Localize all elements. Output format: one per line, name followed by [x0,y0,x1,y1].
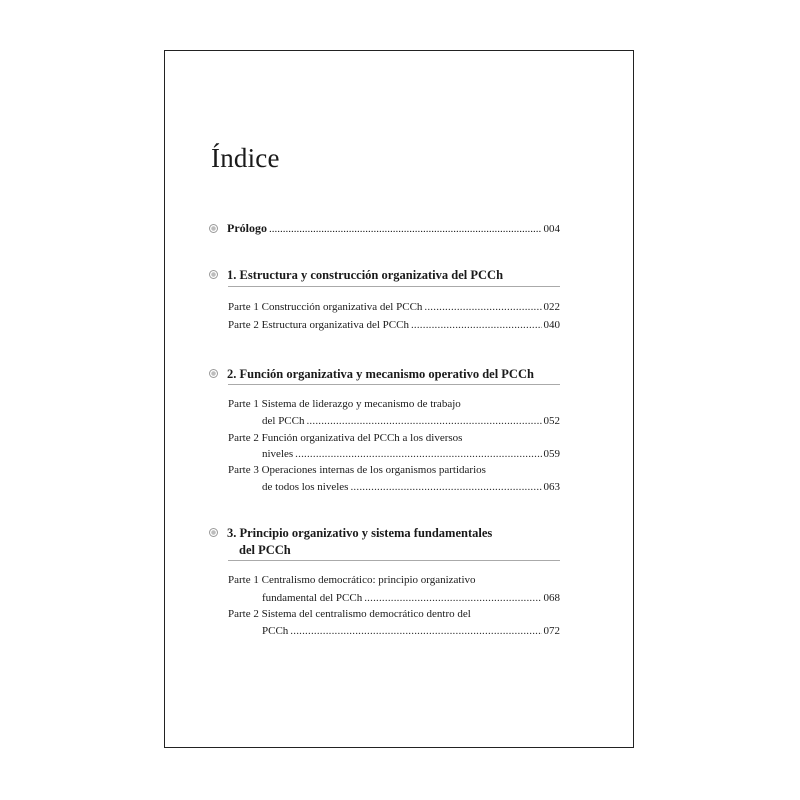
toc-page-number: 022 [543,301,560,313]
toc-entry-text: PCCh [262,625,289,637]
toc-entry-text: Parte 2 Estructura organizativa del PCCh [228,319,409,331]
chapter-title: 2. Función organizativa y mecanismo operativo del PCCh [227,367,534,381]
toc-entry-text: de todos los niveles [262,481,349,493]
toc-page-number: 059 [543,448,560,460]
chapter-heading-1 [209,267,503,284]
toc-entry [262,591,560,605]
toc-entry-label: Prólogo [227,221,267,235]
chapter-heading-2 [209,366,534,383]
book-page [164,50,634,748]
toc-entry-text: niveles [262,448,294,460]
toc-entry-text: fundamental del PCCh [262,592,363,604]
toc-entry-text: del PCCh [262,415,305,427]
chapter-title-line-2: del PCCh [239,543,291,557]
toc-entry-text-line [228,431,560,445]
toc-page-number: 004 [543,223,560,235]
toc-page-number: 063 [543,481,560,493]
dot-leader [424,300,541,314]
chapter-rule [228,286,560,287]
chapter-title [227,525,492,559]
chapter-rule [228,560,560,561]
chapter-heading-3 [209,525,492,559]
bullet-icon [209,270,218,279]
dot-leader [306,414,541,428]
dot-leader [290,624,541,638]
toc-page-number: 040 [543,319,560,331]
toc-entry-text-line [228,397,560,411]
chapter-title: 1. Estructura y construcción organizativa del PCCh [227,268,504,282]
chapter-rule [228,384,560,385]
toc-entry-text: Parte 1 Sistema de liderazgo y mecanismo de trabajo [228,398,461,410]
dot-leader [295,447,541,461]
toc-page-number: 068 [543,592,560,604]
bullet-icon [209,224,218,233]
toc-entry [262,414,560,428]
toc-entry-text: Parte 2 Sistema del centralismo democrático dentro del [228,608,471,620]
toc-entry [262,624,560,638]
bullet-icon [209,369,218,378]
toc-entry-text-line [228,463,560,477]
dot-leader [269,223,542,235]
toc-entry-text: Parte 2 Función organizativa del PCCh a los diversos [228,432,463,444]
toc-entry-prologo [209,221,560,236]
toc-entry-text-line [228,573,560,587]
dot-leader [411,318,542,332]
chapter-title-line-1: 3. Principio organizativo y sistema fundamentales [227,526,493,540]
toc-entry [262,480,560,494]
toc-page-number: 072 [543,625,560,637]
toc-entry [228,318,560,332]
toc-entry [262,447,560,461]
toc-entry-text-line [228,607,560,621]
toc-entry-text: Parte 3 Operaciones internas de los organismos partidarios [228,464,486,476]
toc-entry-text: Parte 1 Centralismo democrático: principio organizativo [228,574,476,586]
bullet-icon [209,528,218,537]
toc-entry-text: Parte 1 Construcción organizativa del PCCh [228,301,423,313]
page-title: Índice [211,143,280,173]
dot-leader [350,480,541,494]
toc-page-number: 052 [543,415,560,427]
toc-entry [228,300,560,314]
dot-leader [364,591,541,605]
